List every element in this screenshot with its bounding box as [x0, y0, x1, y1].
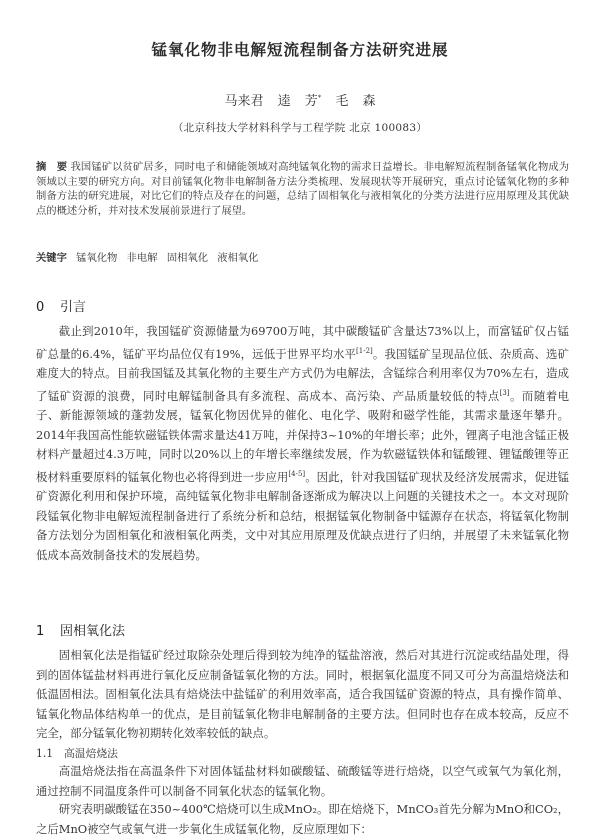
body-paragraph — [36, 646, 569, 744]
abstract-label: 摘 要 — [36, 161, 68, 173]
abstract — [36, 160, 569, 218]
author-name: 马来君 — [224, 94, 264, 109]
paragraph-text: 。而随着电子、新能源领域的蓬勃发展，锰氧化物因优异的催化、电化学、吸附和磁学性能，其需求量逐年攀升。2014年我国高性能软磁锰铁体需求量达41万吨，并保持3~10%的年增长率；此外，锂离子电池含锰正极材料产量超过4.3万吨，同时以20%以上的年增长率继续发展，作为软磁锰铁体和锰酸锂、锂锰酸锂等正极材料重要原料的锰氧化物也必将得到进一步应用 — [36, 388, 569, 484]
author-mark: * — [317, 93, 322, 102]
body-paragraph: 高温焙烧法指在高温条件下对固体锰盐材料如碳酸锰、硫酸锰等进行焙烧，以空气或氧气为氧化剂，通过控制不同温度条件可以制备不同氧化状态的锰氧化物。 — [36, 764, 569, 798]
subsection-title: 高温焙烧法 — [64, 747, 118, 760]
paragraph-text: 截止到2010年，我国锰矿资源储量为69700万吨，其中碳酸锰矿含量达73%以上，而富锰矿仅占锰矿总量的6.4%，锰矿平均品位仅有19%，远低于世界平均水平 — [36, 324, 569, 361]
citation-ref: [1-2] — [356, 346, 373, 355]
section-number: 1 — [36, 624, 45, 639]
section-heading — [36, 620, 125, 639]
section-title: 固相氧化法 — [60, 624, 126, 639]
citation-ref: [3] — [499, 388, 510, 397]
subsection-heading — [36, 746, 118, 761]
paragraph-text: 。因此，针对我国锰矿现状及经济发展需求，促进锰矿资源化利用和保护环境，高纯锰氧化物非电解制备逐渐成为解决以上问题的关键技术之一。本文对现阶段锰氧化物非电解短流程制备进行了系统分析和总结，根据锰氧化物制备中锰源存在状态，将锰氧化物制备方法划分为固相氧化和液相氧化两类，文中对其应用原理及优缺点进行了归纳，并展望了未来锰氧化物低成本高效制备技术的发展趋势。 — [36, 469, 569, 562]
keyword: 液相氧化 — [217, 252, 259, 264]
subsection-number: 1.1 — [36, 747, 54, 760]
citation-ref: [4-5] — [288, 469, 306, 478]
paragraph-text: 固相氧化法是指锰矿经过取除杂处理后得到较为纯净的锰盐溶液，然后对其进行沉淀或结晶处理，得到的固体锰盐材料再进行氧化反应制备锰氧化物的方法。同时，根据氧化温度不同又可分为高温焙烧法和低温固相法。固相氧化法具有焙烧法中盐锰矿的利用效率高，适合我国锰矿资源的特点，具有操作简单、锰氧化物品体结构单一的优点，是目前锰氧化物非电解制备的主要方法。但同时也存在成本较高，反应不完全，部分锰氧化物初期转化效率较低的缺点。 — [36, 648, 569, 741]
keywords — [36, 249, 569, 264]
section-title: 引言 — [60, 300, 87, 315]
paragraph-text: 。我国锰矿呈现品位低、杂质高、选矿难度大的特点。目前我国锰及其氧化物的主要生产方式仍为电解法，含锰综合利用率仅为70%左右，造成了锰矿资源的浪费，同时电解锰制备具有多流程、高成本、高污染、产品质量较低的特点 — [36, 346, 569, 403]
author-name: 逵 芳 — [277, 94, 318, 109]
body-paragraph — [36, 322, 569, 566]
body-paragraph: 研究表明碳酸锰在350~400℃焙烧可以生成MnO₂。即在焙烧下，MnCO₃首先分解为MnO和CO₂，之后MnO被空气或氧气进一步氧化生成锰氧化物，反应原理如下： — [36, 802, 569, 836]
keyword: 固相氧化 — [166, 252, 208, 264]
keyword: 非电解 — [126, 252, 158, 264]
affiliation: （北京科技大学材料科学与工程学院 北京 100083） — [172, 122, 428, 134]
paper-title: 锰氧化物非电解短流程制备方法研究进展 — [151, 41, 449, 59]
section-heading — [36, 296, 86, 315]
keywords-label: 关键字 — [36, 252, 67, 264]
section-number: 0 — [36, 300, 45, 315]
keyword: 锰氧化物 — [76, 252, 118, 264]
abstract-text: 我国锰矿以贫矿居多，同时电子和储能领域对高纯锰氧化物的需求日益增长。非电解短流程制备锰氧化物成为领域以主要的研究方向。对目前锰氧化物非电解制备方法分类梳理、发展现状等开展研究，重点讨论锰氧化物的多种制备方法的研究进展，对比它们的特点及存在的问题，总结了固相氧化与液相氧化的分类方法进行应用原理及其优缺点的概述分析，并对技术发展前景进行了展望。 — [36, 161, 570, 217]
author-name: 毛 森 — [335, 94, 376, 109]
author-list — [0, 90, 600, 109]
